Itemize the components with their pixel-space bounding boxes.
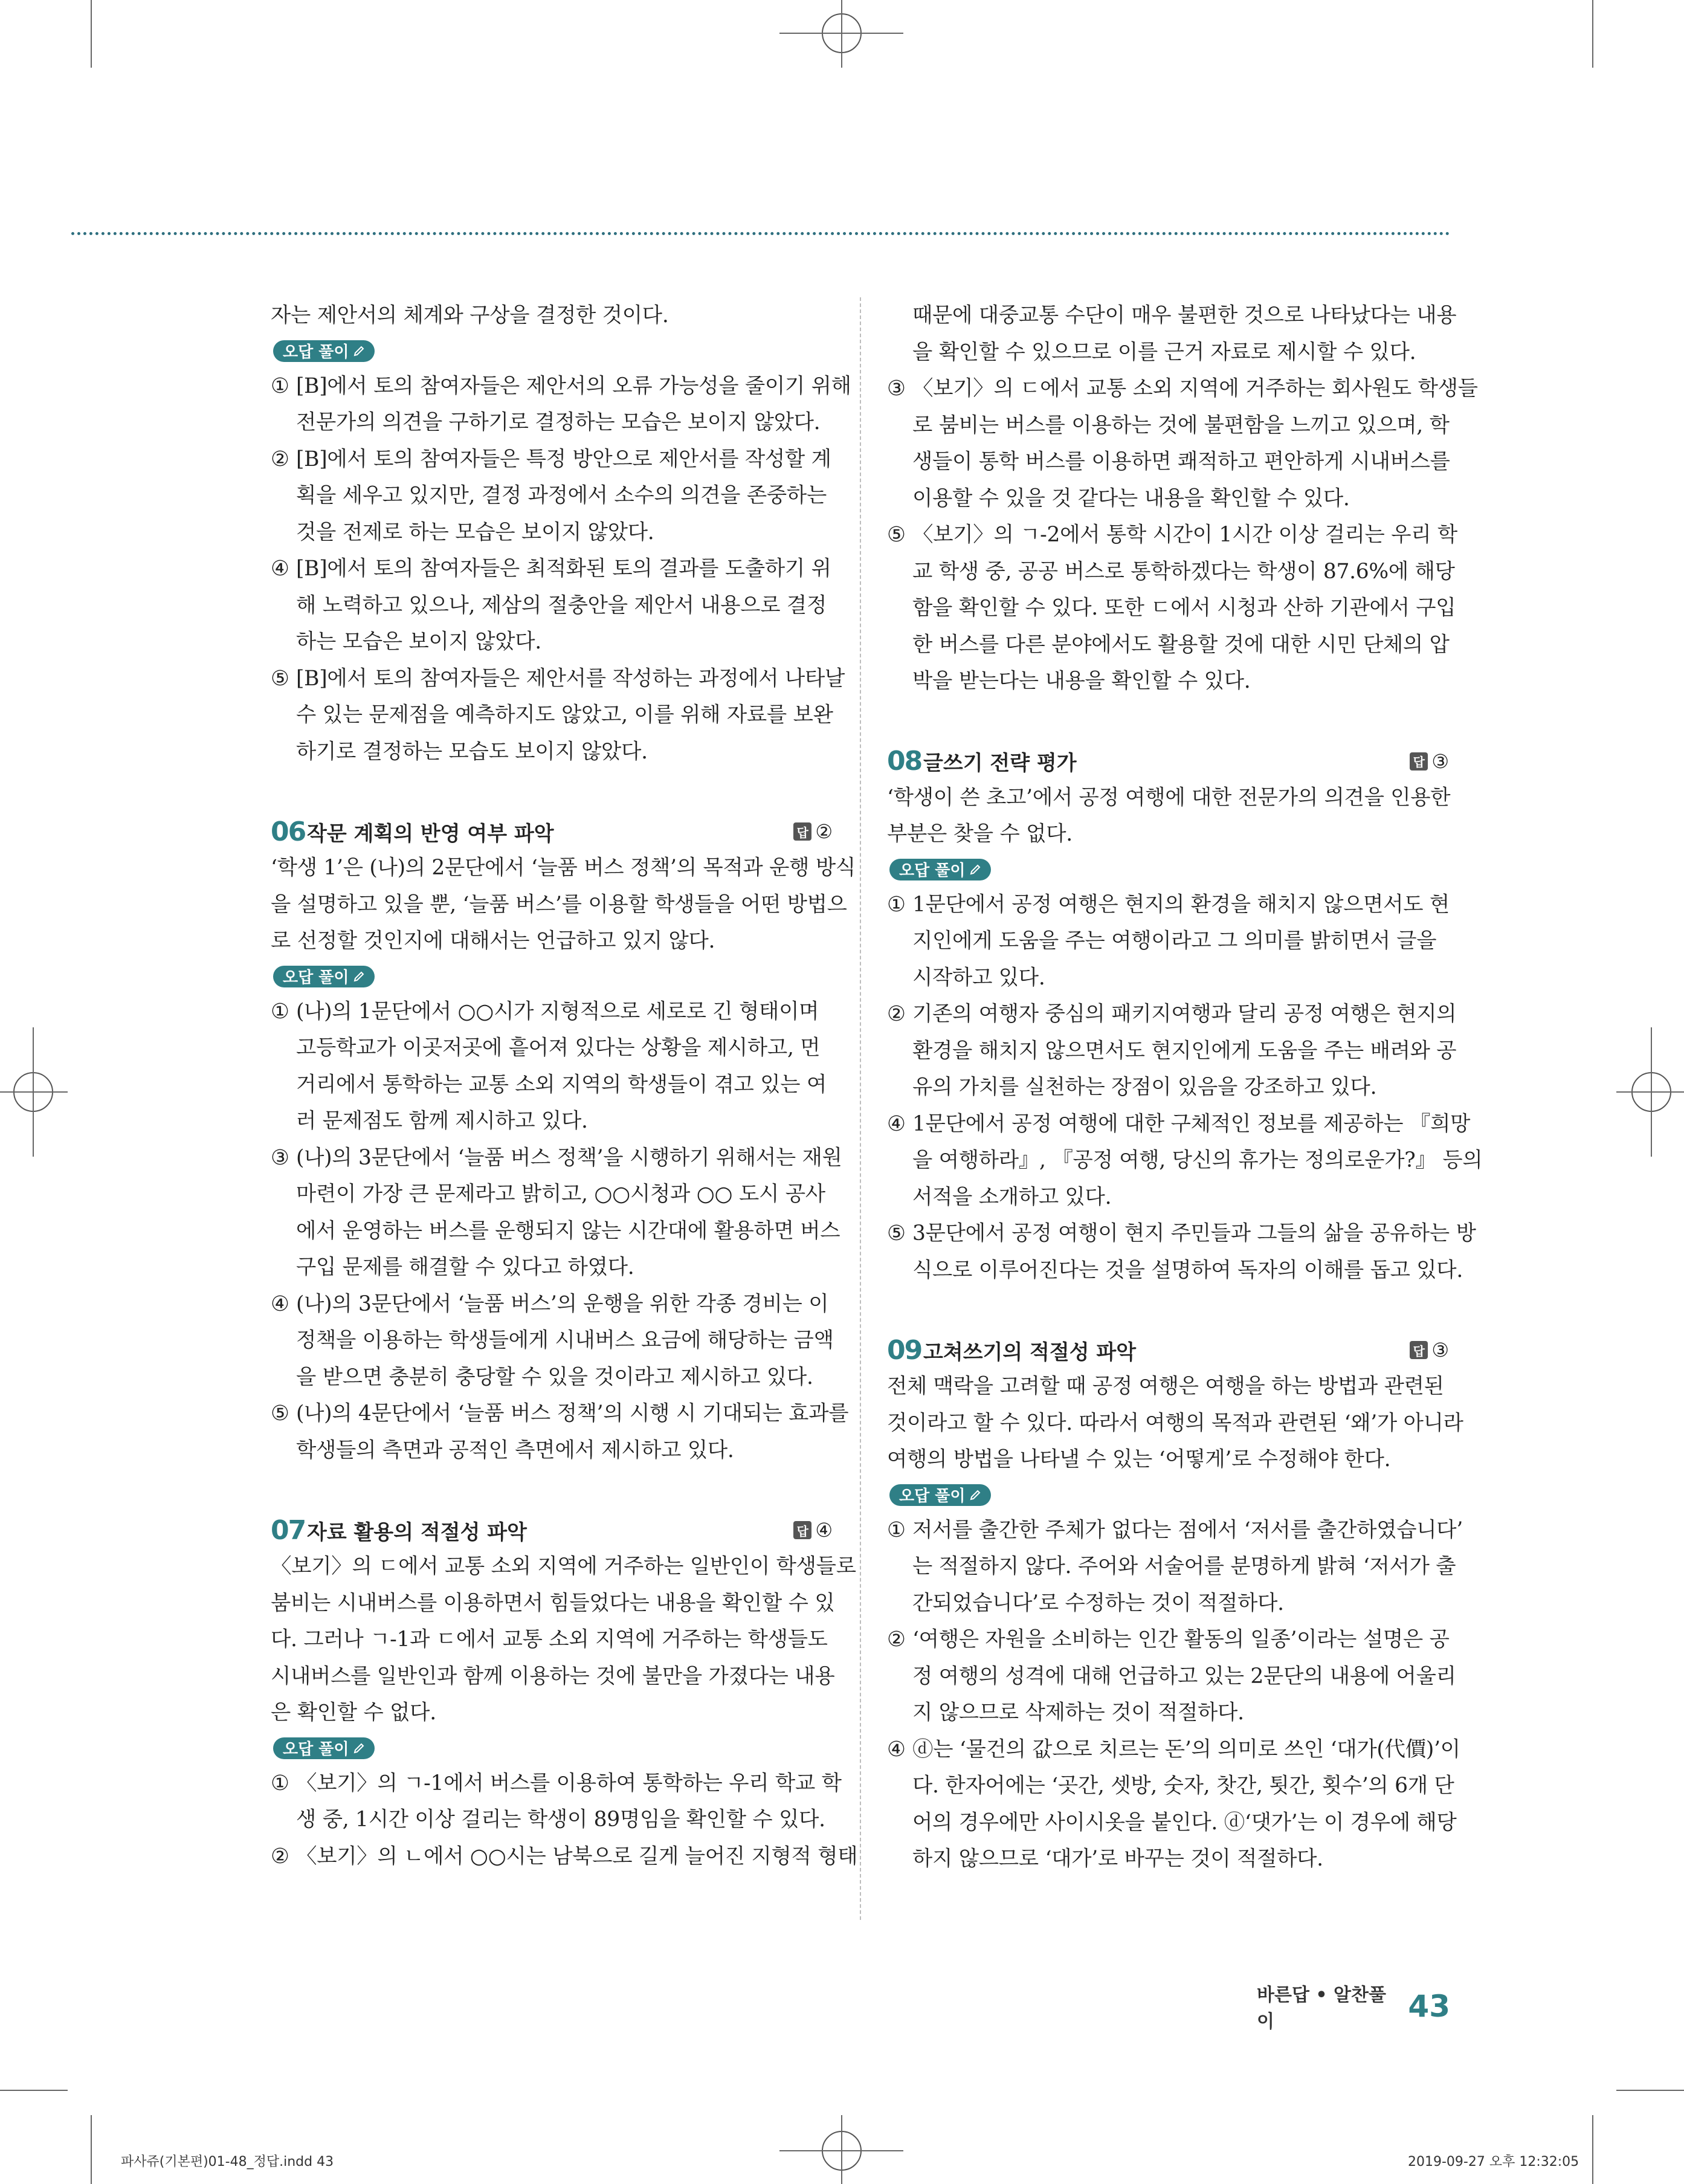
item-line: 해 노력하고 있으나, 제삼의 절충안을 제안서 내용으로 결정: [296, 593, 827, 618]
item-text: [912, 1512, 1463, 1622]
section-07-explanations: [271, 1765, 858, 1875]
item-line: 로 붐비는 버스를 이용하는 것에 불편함을 느끼고 있으며, 학: [912, 413, 1450, 438]
explanation-item: [887, 1731, 1460, 1878]
answer-label: [1410, 750, 1449, 773]
item-line: 교 학생 중, 공공 버스로 통학하겠다는 학생이 87.6%에 해당: [912, 559, 1455, 584]
item-number: ⑤: [887, 523, 906, 547]
paragraph-line: 전체 맥락을 고려할 때 공정 여행은 여행을 하는 방법과 관련된: [887, 1374, 1444, 1398]
footer-label: 바른답 • 알찬풀이: [1257, 1985, 1386, 2032]
item-line: 하는 모습은 보이지 않았다.: [296, 630, 541, 654]
item-text: [296, 551, 833, 661]
item-line: 것을 전제로 하는 모습은 보이지 않았다.: [296, 520, 654, 544]
paragraph-line: ‘학생 1’은 (나)의 2문단에서 ‘늘품 버스 정책’의 목적과 운행 방식: [271, 856, 856, 880]
item-line: 고등학교가 이곳저곳에 흩어져 있다는 상황을 제시하고, 먼: [296, 1036, 821, 1060]
item-line: 획을 세우고 있지만, 결정 과정에서 소수의 의견을 존중하는: [296, 483, 827, 508]
left-column: [271, 297, 858, 1875]
section-08-header: [887, 743, 1449, 780]
crop-mark: [1592, 2115, 1593, 2184]
item-number: ③: [887, 376, 906, 401]
item-line: 〈보기〉의 ㄴ에서 ○○시는 남북으로 길게 늘어진 지형적 형태: [296, 1844, 858, 1869]
intro-text: 자는 제안서의 체계와 구상을 결정한 것이다.: [271, 303, 669, 328]
badge-label: 오답 풀이: [283, 969, 349, 987]
pencil-icon: [353, 345, 365, 357]
item-line: 〈보기〉의 ㄱ-2에서 통학 시간이 1시간 이상 걸리는 우리 학: [912, 523, 1457, 547]
section-09-explanations: [887, 1512, 1463, 1878]
section-number: 09: [887, 1334, 922, 1366]
item-line: 함을 확인할 수 있다. 또한 ㄷ에서 시청과 산하 기관에서 구입: [912, 596, 1456, 620]
item-text: [296, 1765, 842, 1838]
item-number: ⑤: [887, 1221, 906, 1245]
pencil-icon: [969, 1489, 981, 1501]
item-line: (나)의 3문단에서 ‘늘품 버스 정책’을 시행하기 위해서는 재원: [296, 1145, 842, 1170]
explanation-item: [271, 368, 851, 441]
item-line: 이용할 수 있을 것 같다는 내용을 확인할 수 있다.: [912, 486, 1350, 511]
item-line: 간되었습니다’로 수정하는 것이 적절하다.: [912, 1591, 1284, 1615]
item-text: [296, 1286, 834, 1396]
item-text: [296, 993, 833, 1140]
item-line: 어의 경우에만 사이시옷을 붙인다. ⓓ‘댓가’는 이 경우에 해당: [912, 1810, 1457, 1835]
crop-mark: [1616, 2090, 1684, 2091]
item-line: 러 문제점도 함께 제시하고 있다.: [296, 1109, 588, 1133]
item-line: ⓓ는 ‘물건의 값으로 치르는 돈’의 의미로 쓰인 ‘대가(代價)’이: [912, 1737, 1460, 1762]
registration-mark: [0, 1091, 68, 1093]
wrong-answer-badge: [273, 340, 375, 362]
item-text: [912, 517, 1457, 700]
item-line: 지인에게 도움을 주는 여행이라고 그 의미를 밝히면서 글을: [912, 929, 1437, 953]
pencil-icon: [969, 864, 981, 876]
item-text: [912, 1215, 1476, 1288]
item-line: [B]에서 토의 참여자들은 특정 방안으로 제안서를 작성할 계: [296, 447, 831, 471]
item-line: [B]에서 토의 참여자들은 최적화된 토의 결과를 도출하기 위: [296, 557, 831, 581]
explanation-item: [887, 370, 1478, 517]
item-line: 을 받으면 충분히 충당할 수 있을 것이라고 제시하고 있다.: [296, 1365, 813, 1389]
item-line: 한 버스를 다른 분야에서도 활용할 것에 대한 시민 단체의 압: [912, 632, 1450, 657]
explanation-item: [271, 1838, 858, 1875]
explanation-item: [271, 1140, 842, 1286]
registration-mark: [33, 1027, 34, 1157]
item-line: [B]에서 토의 참여자들은 제안서의 오류 가능성을 줄이기 위해: [296, 373, 851, 398]
section-09-body: [887, 1368, 1463, 1478]
section-08-body: [887, 780, 1449, 853]
item-line: 마련이 가장 큰 문제라고 밝히고, ○○시청과 ○○ 도시 공사: [296, 1182, 825, 1206]
answer-label: [793, 820, 833, 843]
explanation-item: [271, 993, 833, 1140]
explanation-item: [271, 1286, 833, 1396]
pencil-icon: [353, 971, 365, 983]
answer-value: ③: [1431, 1339, 1449, 1362]
wrong-answer-badge: [273, 966, 375, 987]
item-line: 거리에서 통학하는 교통 소외 지역의 학생들이 겪고 있는 여: [296, 1072, 827, 1097]
item-line: 기존의 여행자 중심의 패키지여행과 달리 공정 여행은 현지의: [912, 1002, 1457, 1026]
registration-mark: [1616, 1091, 1684, 1093]
item-line: 학생들의 측면과 공적인 측면에서 제시하고 있다.: [296, 1438, 734, 1462]
item-number: ②: [271, 447, 289, 471]
explanation-item: [271, 1395, 849, 1468]
item-line: 하지 않으므로 ‘대가’로 바꾸는 것이 적절하다.: [912, 1847, 1323, 1871]
print-slug-file: 파사쥬(기본편)01-48_정답.indd 43: [121, 2154, 334, 2169]
item-text: [296, 661, 845, 771]
item-line: (나)의 4문단에서 ‘늘품 버스 정책’의 시행 시 기대되는 효과를: [296, 1401, 849, 1426]
item-number: ②: [271, 1844, 289, 1869]
item-line: [B]에서 토의 참여자들은 제안서를 작성하는 과정에서 나타날: [296, 666, 845, 691]
item-line: 서적을 소개하고 있다.: [912, 1184, 1112, 1209]
item-line: 전문가의 의견을 구하기로 결정하는 모습은 보이지 않았다.: [296, 410, 821, 435]
explanation-item: [887, 1512, 1463, 1622]
section-07-header: [271, 1512, 833, 1548]
paragraph-line: 다. 그러나 ㄱ-1과 ㄷ에서 교통 소외 지역에 거주하는 학생들도: [271, 1627, 828, 1652]
explanation-item: [887, 887, 1449, 997]
item-text: [912, 1731, 1460, 1878]
answer-value: ④: [815, 1519, 833, 1542]
answer-icon: 답: [793, 822, 811, 841]
item-text: [296, 1140, 842, 1286]
item-line: 생들이 통학 버스를 이용하면 쾌적하고 편안하게 시내버스를: [912, 450, 1450, 474]
item-line: 을 여행하라』, 『공정 여행, 당신의 휴가는 정의로운가?』 등의: [912, 1148, 1483, 1172]
item-text: [912, 1106, 1482, 1216]
explanation-item: [271, 551, 833, 661]
item-line: 1문단에서 공정 여행은 현지의 환경을 해치지 않으면서도 현: [912, 892, 1450, 917]
continued-explanations: [887, 370, 1478, 700]
right-column: [887, 297, 1483, 1878]
explanation-item: [887, 1215, 1476, 1288]
section-06-header: [271, 813, 833, 850]
section-number: 08: [887, 746, 922, 777]
item-line: 유의 가치를 실천하는 장점이 있음을 강조하고 있다.: [912, 1075, 1377, 1099]
item-text: [296, 1838, 857, 1875]
item-text: [912, 887, 1450, 997]
print-slug-timestamp: 2019-09-27 오후 12:32:05: [1408, 2154, 1579, 2169]
item-line: (나)의 1문단에서 ○○시가 지형적으로 세로로 긴 형태이며: [296, 999, 819, 1024]
item-line: 3문단에서 공정 여행이 현지 주민들과 그들의 삶을 공유하는 방: [912, 1221, 1476, 1245]
item-text: [296, 368, 851, 441]
item-number: ⑤: [271, 666, 289, 691]
section-title: 글쓰기 전략 평가: [923, 751, 1077, 775]
item-number: ①: [271, 999, 289, 1024]
item-text: [296, 441, 833, 551]
item-number: ④: [271, 557, 289, 581]
badge-label: 오답 풀이: [283, 343, 349, 361]
answer-icon: 답: [1410, 1341, 1428, 1359]
item-number: ②: [887, 1002, 906, 1026]
section-09-header: [887, 1332, 1449, 1368]
item-line: 정 여행의 성격에 대해 언급하고 있는 2문단의 내용에 어울리: [912, 1664, 1456, 1688]
section-06-body: [271, 850, 856, 960]
item-line: 저서를 출간한 주체가 없다는 점에서 ‘저서를 출간하였습니다’: [912, 1517, 1463, 1542]
section-number: 07: [271, 1514, 306, 1546]
item-text: [912, 996, 1456, 1106]
item-line: 시작하고 있다.: [912, 965, 1045, 990]
paragraph-line: 붐비는 시내버스를 이용하면서 힘들었다는 내용을 확인할 수 있: [271, 1591, 835, 1615]
section-title: 작문 계획의 반영 여부 파악: [307, 821, 554, 846]
badge-label: 오답 풀이: [283, 1740, 349, 1759]
section-08-explanations: [887, 887, 1483, 1289]
column-divider: [860, 297, 861, 1920]
section-07-body: [271, 1548, 856, 1731]
item-number: ①: [271, 373, 289, 398]
item-line: 생 중, 1시간 이상 걸리는 학생이 89명임을 확인할 수 있다.: [296, 1808, 825, 1832]
item-line: 에서 운영하는 버스를 운행되지 않는 시간대에 활용하면 버스: [296, 1218, 840, 1243]
item-number: ①: [887, 892, 906, 917]
section-06-explanations: [271, 993, 849, 1469]
wrong-answer-badge: [889, 1484, 991, 1506]
item-line: 다. 한자어에는 ‘곳간, 셋방, 숫자, 찻간, 툇간, 횟수’의 6개 단: [912, 1774, 1454, 1798]
item-line: 구입 문제를 해결할 수 있다고 하였다.: [296, 1255, 634, 1279]
crop-mark: [0, 2090, 68, 2091]
answer-value: ③: [1431, 749, 1449, 773]
wrong-answer-badge: [889, 859, 991, 880]
item-number: ④: [271, 1291, 289, 1316]
item-line: 지 않으므로 삭제하는 것이 적절하다.: [912, 1701, 1244, 1725]
item-number: ⑤: [271, 1401, 289, 1426]
page-number: 43: [1408, 1989, 1450, 2024]
item-line: 식으로 이루어진다는 것을 설명하여 독자의 이해를 돕고 있다.: [912, 1258, 1463, 1282]
answer-icon: 답: [793, 1521, 811, 1539]
item-number: ②: [887, 1627, 906, 1652]
item-line: 〈보기〉의 ㄱ-1에서 버스를 이용하여 통학하는 우리 학교 학: [296, 1771, 842, 1795]
paragraph-line: 〈보기〉의 ㄷ에서 교통 소외 지역에 거주하는 일반인이 학생들로: [271, 1554, 856, 1578]
item-line: 박을 받는다는 내용을 확인할 수 있다.: [912, 669, 1251, 693]
item-line: (나)의 3문단에서 ‘늘품 버스’의 운행을 위한 각종 경비는 이: [296, 1291, 829, 1316]
registration-mark: [841, 0, 842, 68]
section-number: 06: [271, 816, 306, 847]
paragraph-line: 부분은 찾을 수 없다.: [887, 822, 1073, 846]
pencil-icon: [353, 1742, 365, 1754]
paragraph-line: 시내버스를 일반인과 함께 이용하는 것에 불만을 가졌다는 내용: [271, 1664, 835, 1688]
crop-mark: [1592, 0, 1593, 68]
explanation-item: [271, 661, 845, 771]
answer-value: ②: [815, 820, 833, 843]
wrong-answer-badge: [273, 1737, 375, 1759]
badge-label: 오답 풀이: [899, 1487, 966, 1505]
section-title: 고쳐쓰기의 적절성 파악: [923, 1340, 1137, 1365]
item-line: 하기로 결정하는 모습도 보이지 않았다.: [296, 739, 648, 764]
item-number: ①: [271, 1771, 289, 1795]
explanation-item: [271, 441, 833, 551]
item-number: ①: [887, 1517, 906, 1542]
item-number: ④: [887, 1111, 906, 1136]
item-number: ④: [887, 1737, 906, 1762]
crop-mark: [91, 0, 92, 68]
item-line: 환경을 해치지 않으면서도 현지인에게 도움을 주는 배려와 공: [912, 1038, 1457, 1063]
registration-mark: [841, 2115, 842, 2184]
paragraph-line: 때문에 대중교통 수단이 매우 불편한 것으로 나타났다는 내용: [912, 303, 1457, 328]
explanation-item: [887, 996, 1457, 1106]
explanation-item: [887, 1106, 1483, 1216]
intro-explanations: [271, 368, 851, 771]
badge-label: 오답 풀이: [899, 862, 966, 880]
paragraph-line: 여행의 방법을 나타낼 수 있는 ‘어떻게’로 수정해야 한다.: [887, 1447, 1391, 1472]
continued-text: [887, 297, 1457, 370]
item-number: ③: [271, 1145, 289, 1170]
paragraph-line: 은 확인할 수 없다.: [271, 1701, 436, 1725]
explanation-item: [887, 517, 1457, 700]
section-title: 자료 활용의 적절성 파악: [307, 1520, 527, 1545]
answer-icon: 답: [1410, 752, 1428, 771]
item-line: 는 적절하지 않다. 주어와 서술어를 분명하게 밝혀 ‘저서가 출: [912, 1554, 1456, 1578]
paragraph-line: 것이라고 할 수 있다. 따라서 여행의 목적과 관련된 ‘왜’가 아니라: [887, 1410, 1463, 1435]
registration-mark: [1651, 1027, 1652, 1157]
item-text: [912, 1621, 1456, 1731]
header-dotted-rule: [71, 232, 1450, 235]
page-footer: [1257, 1985, 1450, 2032]
crop-mark: [91, 2115, 92, 2184]
item-line: 〈보기〉의 ㄷ에서 교통 소외 지역에 거주하는 회사원도 학생들: [912, 376, 1478, 401]
item-text: [296, 1395, 848, 1468]
item-line: 수 있는 문제점을 예측하지도 않았고, 이를 위해 자료를 보완: [296, 703, 833, 727]
explanation-item: [271, 1765, 842, 1838]
answer-label: [1410, 1339, 1449, 1362]
item-line: 정책을 이용하는 학생들에게 시내버스 요금에 해당하는 금액: [296, 1328, 834, 1352]
item-line: ‘여행은 자원을 소비하는 인간 활동의 일종’이라는 설명은 공: [912, 1627, 1450, 1652]
item-text: [912, 370, 1478, 517]
answer-label: [793, 1519, 833, 1542]
item-line: 1문단에서 공정 여행에 대한 구체적인 정보를 제공하는 『희망: [912, 1111, 1471, 1136]
paragraph-line: 을 확인할 수 있으므로 이를 근거 자료로 제시할 수 있다.: [912, 340, 1416, 364]
paragraph-line: ‘학생이 쓴 초고’에서 공정 여행에 대한 전문가의 의견을 인용한: [887, 785, 1451, 810]
paragraph-line: 을 설명하고 있을 뿐, ‘늘품 버스’를 이용할 학생들을 어떤 방법으: [271, 892, 847, 917]
paragraph-line: 로 선정할 것인지에 대해서는 언급하고 있지 않다.: [271, 929, 715, 953]
explanation-item: [887, 1621, 1456, 1731]
